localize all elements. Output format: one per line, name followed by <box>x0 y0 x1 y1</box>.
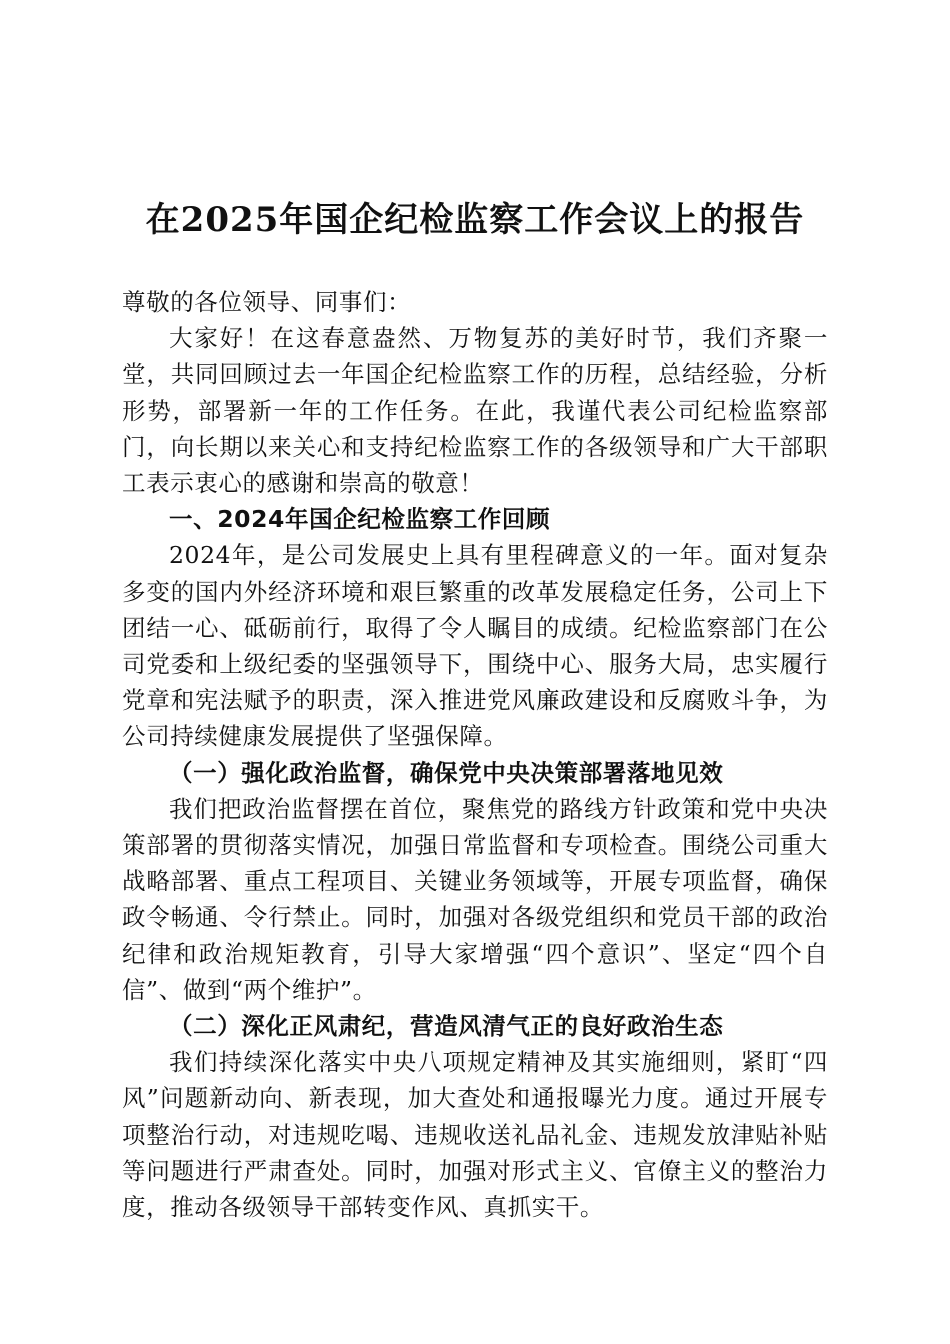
section-heading: 一、2024年国企纪检监察工作回顾 <box>169 505 551 534</box>
subsection-heading: （二）深化正风肃纪，营造风清气正的良好政治生态 <box>169 1012 724 1041</box>
opening-paragraph: 大家好！在这春意盎然、万物复苏的美好时节，我们齐聚一堂，共同回顾过去一年国企纪检监察工作的历程，总结经验，分析形势，部署新一年的工作任务。在此，我谨代表公司纪检监察部门，向长期以来关心和支持纪检监察工作的各级领导和广大干部职工表示衷心的感谢和崇高的敬意！ <box>122 324 828 498</box>
document-body <box>122 284 828 1225</box>
subsection-heading: （一）强化政治监督，确保党中央决策部署落地见效 <box>169 758 724 787</box>
document-title: 在2025年国企纪检监察工作会议上的报告 <box>145 200 805 240</box>
salutation: 尊敬的各位领导、同事们： <box>122 288 412 316</box>
review-paragraph: 2024年，是公司发展史上具有里程碑意义的一年。面对复杂多变的国内外经济环境和艰巨繁重的改革发展稳定任务，公司上下团结一心、砥砺前行，取得了令人瞩目的成绩。纪检监察部门在公司党委和上级纪委的坚强领导下，围绕中心、服务大局，忠实履行党章和宪法赋予的职责，深入推进党风廉政建设和反腐败斗争，为公司持续健康发展提供了坚强保障。 <box>122 541 828 751</box>
political-supervision-paragraph: 我们把政治监督摆在首位，聚焦党的路线方针政策和党中央决策部署的贯彻落实情况，加强日常监督和专项检查。围绕公司重大战略部署、重点工程项目、关键业务领域等，开展专项监督，确保政令畅通、令行禁止。同时，加强对各级党组织和党员干部的政治纪律和政治规矩教育，引导大家增强“四个意识”、坚定“四个自信”、做到“两个维护”。 <box>122 794 828 1004</box>
discipline-paragraph: 我们持续深化落实中央八项规定精神及其实施细则，紧盯“四风”问题新动向、新表现，加大查处和通报曝光力度。通过开展专项整治行动，对违规吃喝、违规收送礼品礼金、违规发放津贴补贴等问题进行严肃查处。同时，加强对形式主义、官僚主义的整治力度，推动各级领导干部转变作风、真抓实干。 <box>122 1048 828 1222</box>
